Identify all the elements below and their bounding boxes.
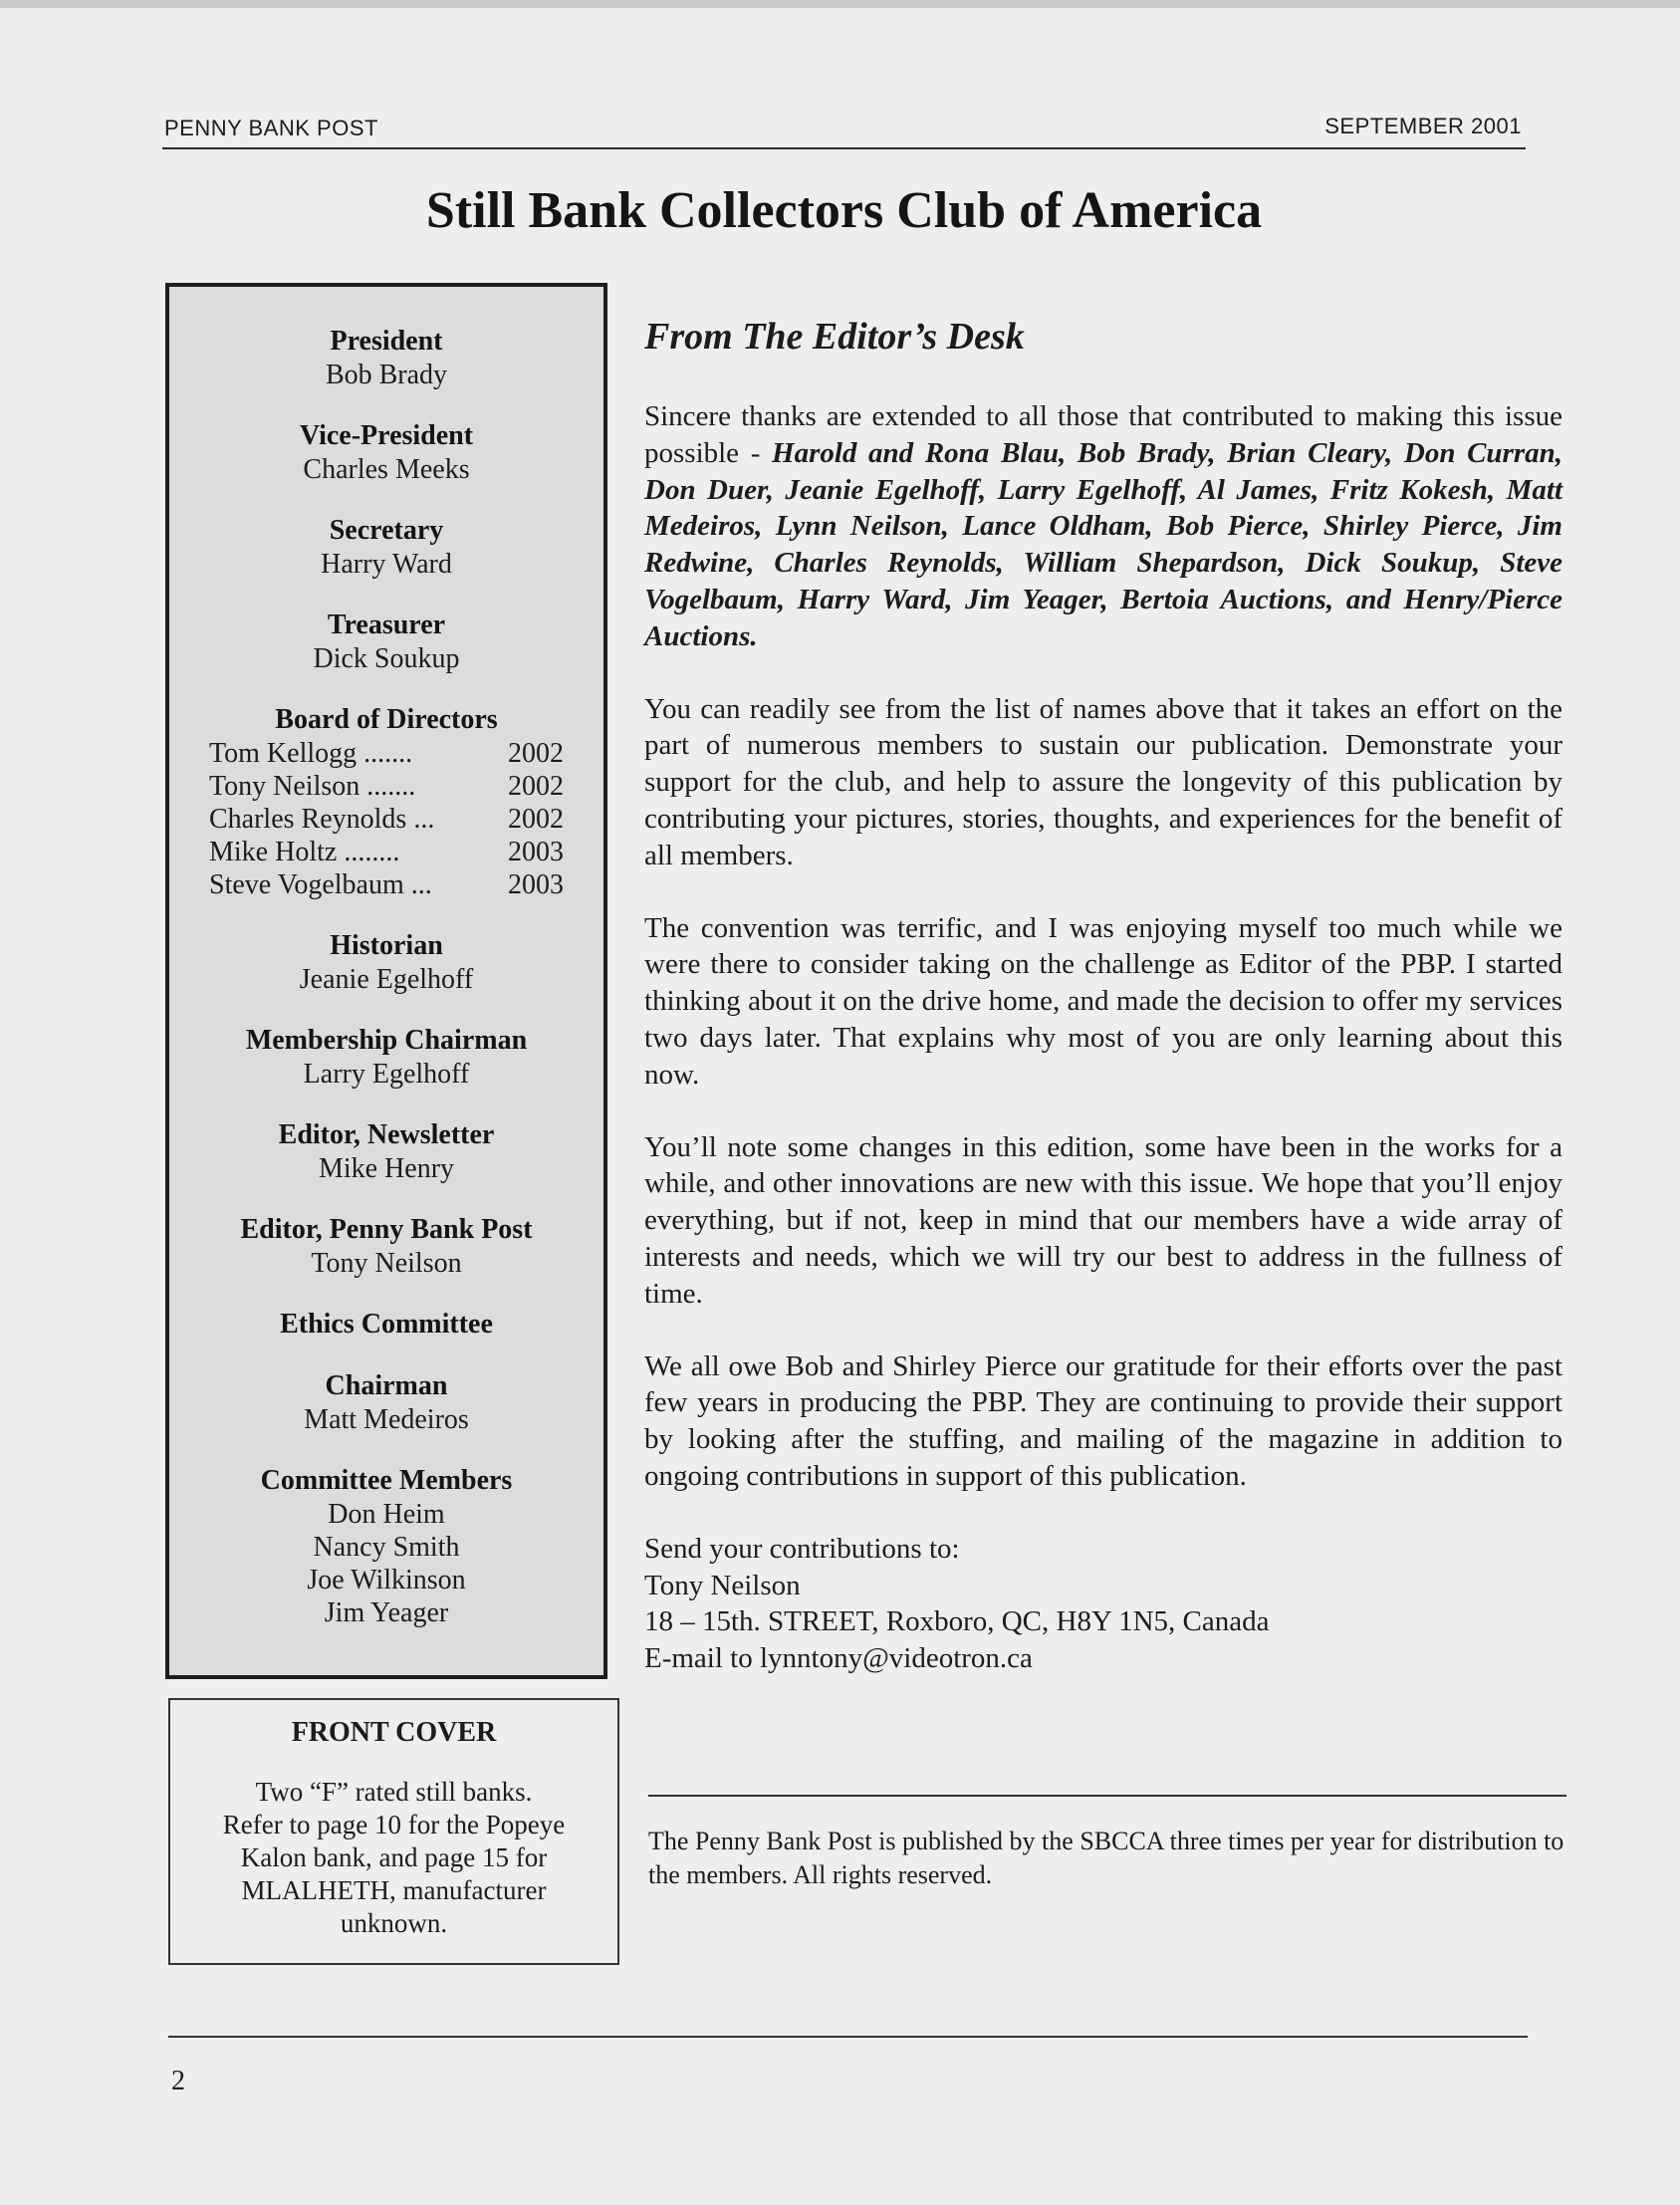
leader-dots: ....... <box>363 738 413 769</box>
publication-name: PENNY BANK POST <box>164 116 378 140</box>
leader-dots: ... <box>413 804 435 835</box>
article-paragraph: The convention was terrific, and I was enjoying myself too much while we were there to consider taking on the challenge as Editor of the PBP. I started thinking about it on the drive home, and made the decision to offer my services two days later. That explains why most of you are only learning about this now. <box>644 911 1562 1091</box>
director-name: Steve Vogelbaum <box>209 869 404 900</box>
director-list <box>169 737 603 901</box>
thanks-paragraph <box>644 398 1562 655</box>
person-name: Tony Neilson <box>311 1248 462 1279</box>
director-name: Tony Neilson <box>209 771 360 802</box>
editors-desk-article <box>644 315 1562 1677</box>
footer-divider <box>168 2036 1528 2038</box>
officer-historian <box>169 929 603 996</box>
role-label: Secretary <box>329 515 444 546</box>
member-name: Joe Wilkinson <box>307 1565 466 1595</box>
person-name: Mike Henry <box>318 1153 455 1184</box>
top-edge-shadow <box>0 0 1680 8</box>
member-name: Nancy Smith <box>313 1532 460 1563</box>
person-name: Dick Soukup <box>313 643 460 674</box>
term-year: 2002 <box>508 738 564 769</box>
director-row <box>209 836 564 868</box>
person-name: Jeanie Egelhoff <box>299 964 474 995</box>
caption-line: Kalon bank, and page 15 for <box>240 1842 548 1872</box>
leader-dots: ........ <box>344 837 400 867</box>
term-year: 2002 <box>508 771 564 802</box>
leader-dots: ... <box>410 869 432 900</box>
board-of-directors <box>169 703 603 901</box>
page-number: 2 <box>171 2066 185 2096</box>
director-row <box>209 770 564 803</box>
page-title: Still Bank Collectors Club of America <box>425 182 1263 239</box>
divider <box>648 1795 1566 1797</box>
caption-line: Refer to page 10 for the Popeye <box>222 1810 566 1839</box>
address-email: E-mail to lynntony@videotron.ca <box>644 1642 1033 1675</box>
director-name: Tom Kellogg <box>209 738 358 769</box>
officer-newsletter-editor <box>169 1118 603 1185</box>
person-name: Larry Egelhoff <box>303 1059 470 1090</box>
person-name: Bob Brady <box>325 360 448 390</box>
term-year: 2003 <box>508 837 564 867</box>
committee-members <box>169 1464 603 1629</box>
officer-president <box>169 325 603 391</box>
publication-notice: The Penny Bank Post is published by the SBCCA three times per year for distribution to the members. All rights reserved. <box>648 1827 1564 1889</box>
caption-line: unknown. <box>340 1908 448 1938</box>
front-cover-box <box>168 1698 619 1965</box>
member-name: Jim Yeager <box>324 1597 449 1628</box>
role-label: Vice-President <box>299 420 474 451</box>
role-label: President <box>330 326 443 357</box>
role-label: Editor, Penny Bank Post <box>240 1214 533 1245</box>
board-heading: Board of Directors <box>275 704 498 735</box>
role-label: Historian <box>330 930 443 961</box>
officer-treasurer <box>169 609 603 675</box>
officer-ethics-chairman <box>169 1369 603 1436</box>
ethics-heading: Ethics Committee <box>280 1309 493 1340</box>
address-name: Tony Neilson <box>644 1569 801 1601</box>
running-header <box>162 112 1526 149</box>
address-street: 18 – 15th. STREET, Roxboro, QC, H8Y 1N5, Canada <box>644 1605 1270 1638</box>
director-row <box>209 868 564 901</box>
article-paragraph: We all owe Bob and Shirley Pierce our gratitude for their efforts over the past few years in producing the PBP. They are continuing to provide their support by looking after the stuffing, and mailing of the magazine in addition to ongoing contributions in support of this publication. <box>644 1349 1562 1492</box>
person-name: Harry Ward <box>321 549 452 580</box>
director-name: Charles Reynolds <box>209 804 407 835</box>
article-paragraph: You’ll note some changes in this edition, some have been in the works for a while, and other innovations are new with this issue. We hope that you’ll enjoy everything, but if not, keep in mind that our members have a wide array of interests and needs, which we will try our best to address in the fullness of time. <box>644 1130 1562 1310</box>
role-label: Chairman <box>325 1370 448 1401</box>
officer-secretary <box>169 514 603 581</box>
caption-line: MLALHETH, manufacturer <box>241 1875 547 1905</box>
article-paragraph: You can readily see from the list of names above that it takes an effort on the part of numerous members to sustain our publication. Demonstrate your support for the club, and help to assure the longevity of this publication by contributing your pictures, stories, thoughts, and experiences for the benefit of all members. <box>644 692 1562 871</box>
officer-vice-president <box>169 419 603 486</box>
term-year: 2003 <box>508 869 564 900</box>
front-cover-caption <box>170 1776 617 1940</box>
thanks-intro: Sincere thanks are extended to all those that contributed to making this issue possible - <box>644 400 1562 469</box>
officer-pbp-editor <box>169 1213 603 1280</box>
term-year: 2002 <box>508 804 564 835</box>
officer-membership-chairman <box>169 1024 603 1091</box>
front-cover-heading: FRONT COVER <box>291 1717 497 1748</box>
address-intro: Send your contributions to: <box>644 1532 960 1565</box>
leader-dots: ....... <box>366 771 416 802</box>
director-row <box>209 803 564 836</box>
role-label: Editor, Newsletter <box>278 1119 495 1150</box>
contributor-names: Harold and Rona Blau, Bob Brady, Brian Cleary, Don Curran, Don Duer, Jeanie Egelhoff, Larry Egelhoff, Al James, Fritz Kokesh, Matt Medeiros, Lynn Neilson, Lance Oldham, Bob Pierce, Shirley Pierce, Jim Redwine, Charles Reynolds, William Shepardson, Dick Soukup, Steve Vogelbaum, Harry Ward, Jim Yeager, Bertoia Auctions, and Henry/Pierce Auctions. <box>644 436 1563 652</box>
issue-date: SEPTEMBER 2001 <box>1324 114 1522 138</box>
ethics-committee <box>169 1308 603 1342</box>
contact-address <box>644 1531 1562 1677</box>
person-name: Matt Medeiros <box>304 1404 469 1435</box>
article-heading: From The Editor’s Desk <box>644 316 1025 358</box>
member-name: Don Heim <box>328 1499 445 1530</box>
caption-line: Two “F” rated still banks. <box>255 1777 533 1807</box>
committee-heading: Committee Members <box>260 1465 513 1496</box>
director-name: Mike Holtz <box>209 837 338 867</box>
role-label: Membership Chairman <box>245 1025 528 1056</box>
director-row <box>209 737 564 770</box>
role-label: Treasurer <box>327 610 446 640</box>
officers-sidebar <box>165 283 607 1679</box>
person-name: Charles Meeks <box>303 454 470 485</box>
